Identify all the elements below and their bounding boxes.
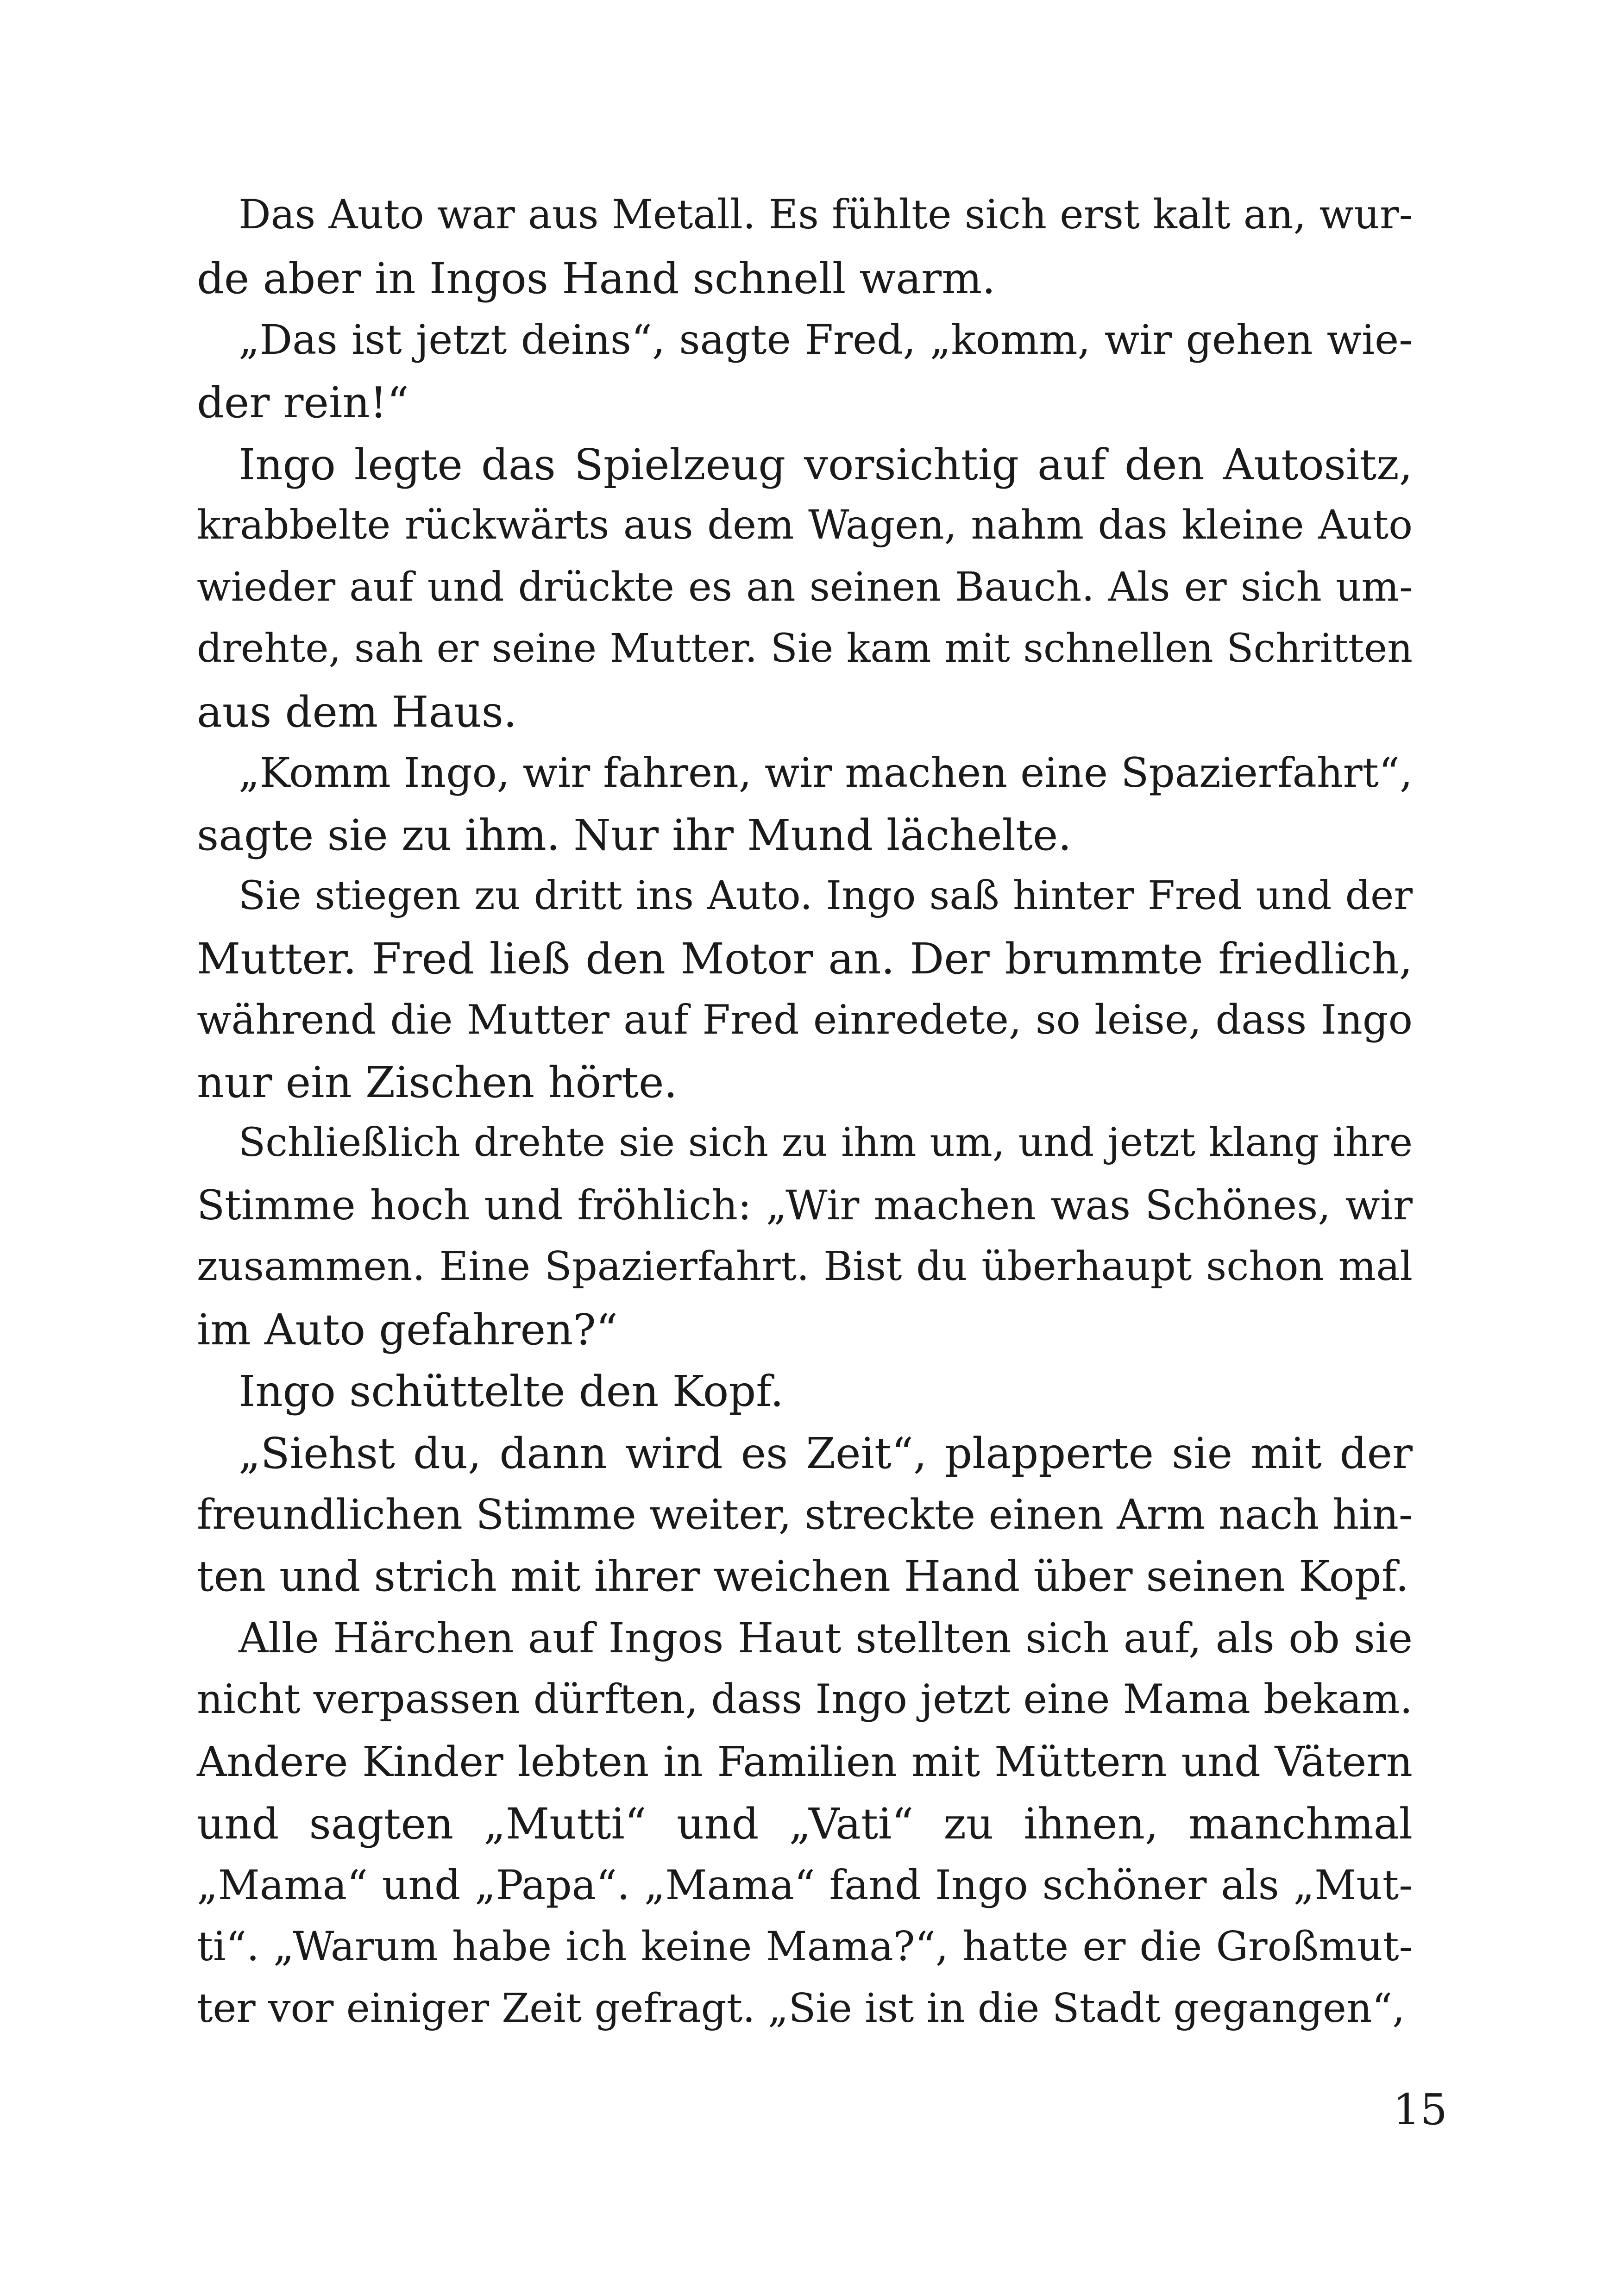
- text-line: wieder auf und drückte es an seinen Bauch. Als er sich um-: [197, 564, 1413, 610]
- text-line: Ingo schüttelte den Kopf.: [239, 1367, 784, 1416]
- text-line: und sagten „Mutti“ und „Vati“ zu ihnen, manchmal: [197, 1799, 1413, 1849]
- text-line: ter vor einiger Zeit gefragt. „Sie ist in die Stadt gegangen“,: [197, 1985, 1405, 2032]
- text-line: „Das ist jetzt deins“, sagte Fred, „komm, wir gehen wie-: [239, 316, 1413, 364]
- text-line: Sie stiegen zu dritt ins Auto. Ingo saß hinter Fred und der: [239, 873, 1413, 919]
- text-line: Stimme hoch und fröhlich: „Wir machen was Schönes, wir: [197, 1181, 1413, 1229]
- text-line: ten und strich mit ihrer weichen Hand über seinen Kopf.: [197, 1552, 1409, 1601]
- text-line: „Mama“ und „Papa“. „Mama“ fand Ingo schöner als „Mut-: [197, 1861, 1413, 1909]
- text-line: ti“. „Warum habe ich keine Mama?“, hatte er die Großmut-: [197, 1923, 1413, 1970]
- text-line: Andere Kinder lebten in Familien mit Müttern und Vätern: [197, 1738, 1413, 1786]
- text-line: freundlichen Stimme weiter, streckte einen Arm nach hin-: [197, 1490, 1413, 1538]
- text-line: während die Mutter auf Fred einredete, so leise, dass Ingo: [197, 996, 1413, 1043]
- text-line: Alle Härchen auf Ingos Haut stellten sich auf, als ob sie: [239, 1614, 1413, 1662]
- text-line: im Auto gefahren?“: [197, 1305, 618, 1355]
- text-line: krabbelte rückwärts aus dem Wagen, nahm das kleine Auto: [197, 502, 1413, 548]
- text-line: Schließlich drehte sie sich zu ihm um, und jetzt klang ihre: [239, 1120, 1413, 1166]
- text-line: de aber in Ingos Hand schnell warm.: [197, 254, 996, 303]
- text-line: nur ein Zischen hörte.: [197, 1058, 678, 1107]
- page-number: 15: [1393, 2085, 1447, 2134]
- text-line: der rein!“: [197, 378, 409, 427]
- text-line: sagte sie zu ihm. Nur ihr Mund lächelte.: [197, 810, 1072, 860]
- text-line: „Komm Ingo, wir fahren, wir machen eine Spazierfahrt“,: [239, 749, 1413, 797]
- text-line: „Siehst du, dann wird es Zeit“, plapperte sie mit der: [239, 1429, 1413, 1478]
- text-line: Mutter. Fred ließ den Motor an. Der brummte friedlich,: [197, 934, 1413, 984]
- text-line: Ingo legte das Spielzeug vorsichtig auf den Autositz,: [239, 440, 1413, 489]
- text-line: drehte, sah er seine Mutter. Sie kam mit schnellen Schritten: [197, 626, 1413, 671]
- text-line: nicht verpassen dürften, dass Ingo jetzt eine Mama bekam.: [197, 1675, 1413, 1723]
- text-line: zusammen. Eine Spazierfahrt. Bist du überhaupt schon mal: [197, 1243, 1413, 1290]
- text-line: Das Auto war aus Metall. Es fühlte sich erst kalt an, wur-: [239, 191, 1413, 238]
- text-line: aus dem Haus.: [197, 687, 517, 737]
